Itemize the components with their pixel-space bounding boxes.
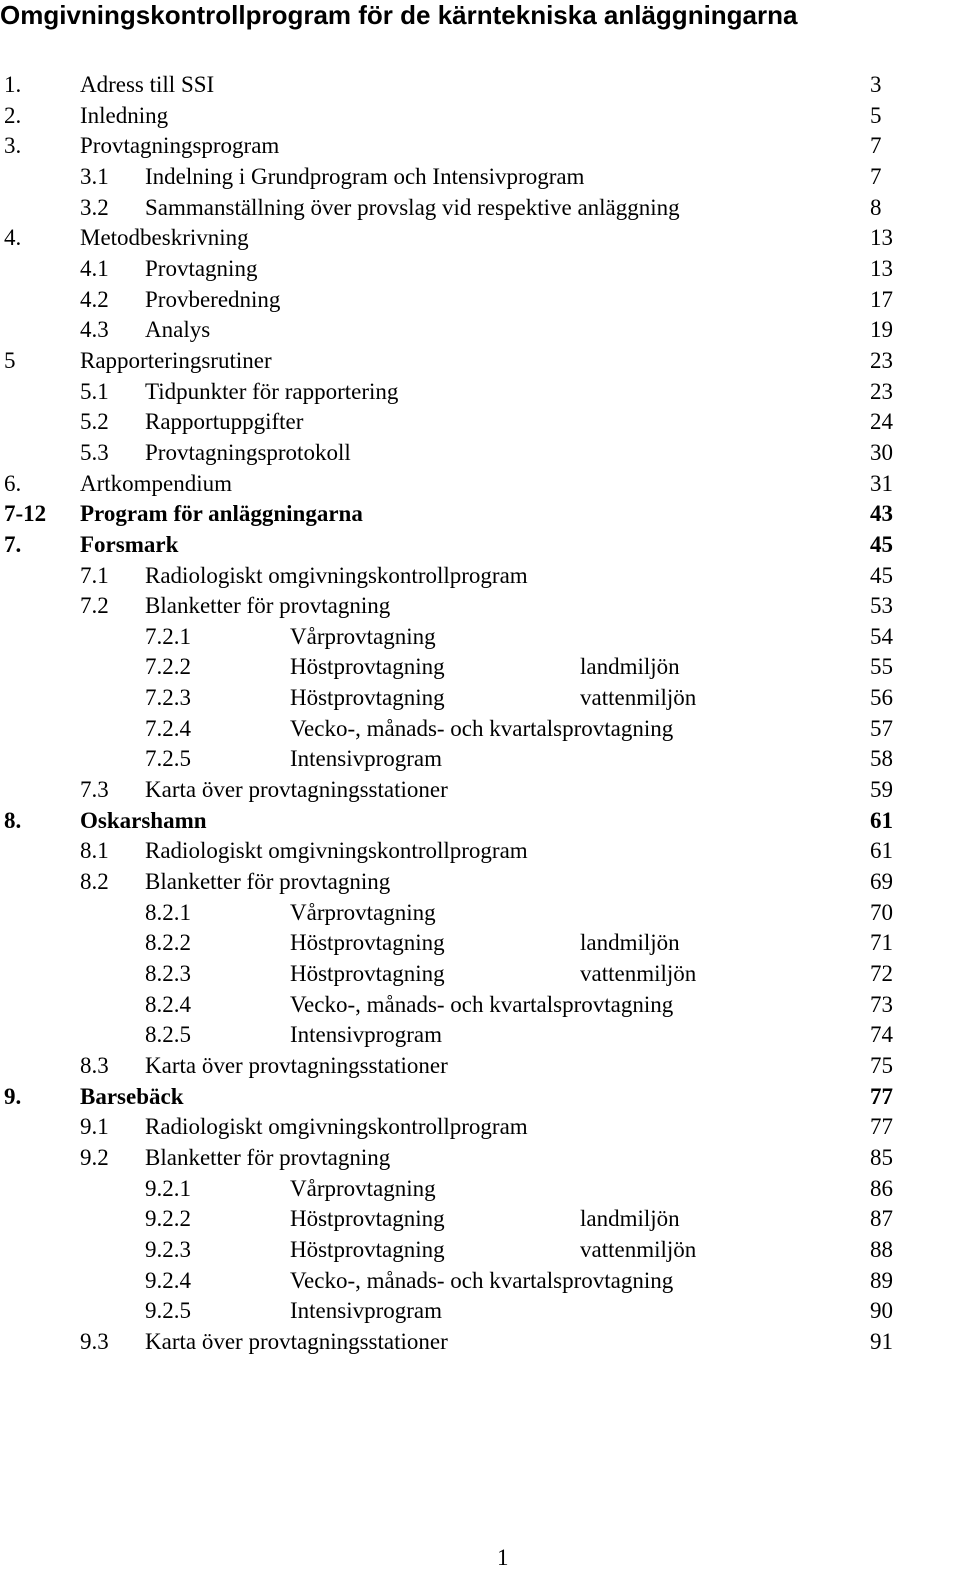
toc-entry-title: Indelning i Grundprogram och Intensivprogram	[145, 163, 585, 189]
toc-entry-number: 5.2	[80, 409, 109, 435]
toc-entry-page: 17	[870, 286, 893, 312]
toc-entry-number: 7.2.5	[145, 746, 191, 772]
toc-entry-page: 54	[870, 623, 893, 649]
toc-entry-title: Vecko-, månads- och kvartalsprovtagning	[290, 1267, 674, 1293]
toc-entry-page: 7	[870, 133, 882, 159]
toc-entry	[0, 315, 960, 346]
toc-entry-number: 1.	[4, 72, 22, 97]
toc-entry	[0, 806, 960, 837]
toc-entry-title: Intensivprogram	[290, 746, 443, 772]
toc-entry-page: 58	[870, 746, 893, 772]
toc-entry-title: Karta över provtagningsstationer	[145, 1053, 448, 1078]
toc-entry-page: 23	[870, 347, 893, 373]
toc-entry-page: 7	[870, 163, 882, 189]
toc-entry-number: 8.2.1	[145, 899, 191, 925]
toc-entry-page: 19	[870, 317, 893, 343]
toc-entry-page: 57	[870, 715, 893, 741]
toc-entry-number: 4.1	[80, 255, 109, 281]
toc-entry-page: 86	[870, 1175, 893, 1201]
toc-entry-title: Radiologiskt omgivningskontrollprogram	[145, 838, 528, 864]
toc-entry-number: 7.2.3	[145, 685, 191, 711]
toc-entry	[0, 70, 960, 101]
toc-entry-page: 88	[870, 1236, 893, 1262]
toc-entry-number: 7.1	[80, 562, 109, 588]
toc-entry	[0, 683, 960, 714]
toc-entry-page: 89	[870, 1267, 893, 1293]
toc-entry	[0, 959, 960, 990]
toc-entry	[0, 990, 960, 1021]
toc-entry-title: Höstprovtagning	[290, 685, 445, 711]
toc-entry	[0, 285, 960, 316]
toc-entry	[0, 407, 960, 438]
toc-entry-number: 8.	[4, 807, 22, 833]
toc-entry-page: 91	[870, 1328, 893, 1354]
toc-entry	[0, 193, 960, 224]
toc-entry	[0, 1143, 960, 1174]
toc-entry	[0, 1020, 960, 1051]
toc-entry-page: 24	[870, 409, 893, 435]
toc-entry	[0, 1266, 960, 1297]
toc-entry-page: 70	[870, 899, 893, 925]
toc-entry-page: 45	[870, 531, 893, 557]
toc-entry-number: 7.2.2	[145, 654, 191, 680]
toc-entry-page: 77	[870, 1083, 893, 1109]
toc-entry-title: Radiologiskt omgivningskontrollprogram	[145, 1114, 528, 1140]
toc-entry-number: 8.3	[80, 1053, 109, 1078]
toc-entry-number: 7.3	[80, 777, 109, 803]
toc-entry-page: 87	[870, 1206, 893, 1232]
toc-entry	[0, 652, 960, 683]
toc-entry-title: Höstprovtagning	[290, 654, 445, 680]
toc-entry-subtitle: landmiljön	[580, 930, 680, 956]
toc-entry-number: 9.2.4	[145, 1267, 191, 1293]
toc-entry-number: 7.	[4, 531, 22, 557]
toc-entry-page: 61	[870, 807, 893, 833]
toc-entry-title: Barsebäck	[80, 1083, 184, 1109]
document-title: Omgivningskontrollprogram för de kärntekniska anläggningarna	[0, 0, 798, 30]
toc-entry-number: 9.2.1	[145, 1175, 191, 1201]
toc-entry	[0, 1082, 960, 1113]
toc-entry	[0, 254, 960, 285]
toc-entry-number: 7.2.1	[145, 623, 191, 649]
toc-entry-page: 61	[870, 838, 893, 864]
toc-entry-page: 77	[870, 1114, 893, 1140]
toc-entry-title: Metodbeskrivning	[80, 225, 249, 251]
toc-entry-title: Analys	[145, 317, 211, 343]
toc-entry	[0, 867, 960, 898]
toc-entry	[0, 714, 960, 745]
toc-entry	[0, 775, 960, 806]
page-number: 1	[497, 1545, 509, 1570]
toc-entry	[0, 836, 960, 867]
toc-entry-page: 90	[870, 1298, 893, 1324]
toc-entry-title: Höstprovtagning	[290, 1206, 445, 1232]
toc-entry-title: Karta över provtagningsstationer	[145, 1328, 448, 1354]
toc-entry-title: Vårprovtagning	[290, 1175, 436, 1201]
toc-entry-title: Program för anläggningarna	[80, 501, 363, 527]
toc-entry-title: Blanketter för provtagning	[145, 593, 391, 619]
toc-entry-subtitle: vattenmiljön	[580, 1236, 697, 1262]
toc-entry-title: Artkompendium	[80, 470, 233, 496]
toc-entry	[0, 591, 960, 622]
toc-entry	[0, 622, 960, 653]
toc-entry-page: 55	[870, 654, 893, 680]
toc-entry-page: 75	[870, 1053, 893, 1078]
toc-entry-number: 5.1	[80, 378, 109, 404]
toc-entry-number: 9.2	[80, 1144, 109, 1170]
toc-entry-number: 7-12	[4, 501, 47, 527]
toc-entry-title: Forsmark	[80, 531, 179, 557]
toc-entry-number: 3.1	[80, 163, 109, 189]
toc-entry-number: 4.2	[80, 286, 109, 312]
toc-entry-number: 7.2.4	[145, 715, 191, 741]
toc-entry-page: 5	[870, 102, 882, 128]
toc-entry-number: 9.1	[80, 1114, 109, 1140]
toc-entry-title: Tidpunkter för rapportering	[145, 378, 399, 404]
toc-entry-page: 56	[870, 685, 893, 711]
toc-entry-number: 9.2.5	[145, 1298, 191, 1324]
toc-entry-title: Höstprovtagning	[290, 930, 445, 956]
toc-entry-title: Sammanställning över provslag vid respektive anläggning	[145, 194, 680, 220]
toc-entry	[0, 1051, 960, 1082]
toc-entry-number: 8.2.2	[145, 930, 191, 956]
toc-entry-subtitle: landmiljön	[580, 654, 680, 680]
toc-entry-title: Provtagning	[145, 255, 258, 281]
toc-entry-number: 3.2	[80, 194, 109, 220]
toc-entry-page: 45	[870, 562, 893, 588]
toc-entry	[0, 530, 960, 561]
toc-entry-page: 13	[870, 255, 893, 281]
toc-entry-page: 73	[870, 991, 893, 1017]
toc-entry-number: 8.2.3	[145, 961, 191, 987]
toc-entry-title: Höstprovtagning	[290, 961, 445, 987]
toc-entry-page: 71	[870, 930, 893, 956]
table-of-contents	[0, 70, 960, 1358]
toc-entry-number: 9.3	[80, 1328, 109, 1354]
toc-entry	[0, 1327, 960, 1358]
toc-entry-title: Intensivprogram	[290, 1298, 443, 1324]
toc-entry-number: 4.3	[80, 317, 109, 343]
toc-entry-page: 31	[870, 470, 893, 496]
toc-entry-subtitle: landmiljön	[580, 1206, 680, 1232]
toc-entry-subtitle: vattenmiljön	[580, 961, 697, 987]
toc-entry-title: Intensivprogram	[290, 1022, 443, 1048]
toc-entry-number: 9.2.3	[145, 1236, 191, 1262]
toc-entry-number: 5	[4, 347, 16, 373]
toc-entry-number: 8.1	[80, 838, 109, 864]
toc-entry	[0, 1235, 960, 1266]
toc-entry-number: 8.2	[80, 869, 109, 895]
toc-entry-title: Provberedning	[145, 286, 281, 312]
toc-entry-number: 4.	[4, 225, 22, 251]
toc-entry-title: Rapportuppgifter	[145, 409, 304, 435]
toc-entry-number: 2.	[4, 102, 22, 128]
toc-entry-title: Provtagningsprogram	[80, 133, 280, 159]
toc-entry-number: 9.2.2	[145, 1206, 191, 1232]
toc-entry-page: 53	[870, 593, 893, 619]
toc-entry-page: 69	[870, 869, 893, 895]
toc-entry-number: 9.	[4, 1083, 22, 1109]
toc-entry-number: 8.2.4	[145, 991, 191, 1017]
toc-entry-number: 3.	[4, 133, 22, 159]
toc-entry	[0, 499, 960, 530]
toc-entry	[0, 1174, 960, 1205]
toc-entry	[0, 561, 960, 592]
toc-entry-title: Rapporteringsrutiner	[80, 347, 272, 373]
toc-entry	[0, 1204, 960, 1235]
toc-entry-title: Oskarshamn	[80, 807, 207, 833]
toc-entry	[0, 101, 960, 132]
toc-entry-number: 7.2	[80, 593, 109, 619]
toc-entry	[0, 898, 960, 929]
toc-entry-title: Inledning	[80, 102, 169, 128]
toc-entry-title: Blanketter för provtagning	[145, 869, 391, 895]
toc-entry-title: Höstprovtagning	[290, 1236, 445, 1262]
toc-entry-title: Adress till SSI	[80, 72, 215, 97]
toc-entry-page: 72	[870, 961, 893, 987]
toc-entry	[0, 469, 960, 500]
toc-entry-page: 74	[870, 1022, 893, 1048]
toc-entry	[0, 346, 960, 377]
toc-entry	[0, 438, 960, 469]
toc-entry-page: 23	[870, 378, 893, 404]
toc-entry-page: 13	[870, 225, 893, 251]
toc-entry-title: Karta över provtagningsstationer	[145, 777, 448, 803]
toc-entry-subtitle: vattenmiljön	[580, 685, 697, 711]
toc-entry	[0, 1296, 960, 1327]
toc-entry-page: 59	[870, 777, 893, 803]
toc-entry-title: Vecko-, månads- och kvartalsprovtagning	[290, 715, 674, 741]
toc-entry-title: Provtagningsprotokoll	[145, 439, 351, 465]
toc-entry-page: 8	[870, 194, 882, 220]
toc-entry-title: Radiologiskt omgivningskontrollprogram	[145, 562, 528, 588]
toc-entry-number: 8.2.5	[145, 1022, 191, 1048]
toc-entry	[0, 162, 960, 193]
toc-entry-page: 85	[870, 1144, 893, 1170]
toc-entry	[0, 131, 960, 162]
toc-entry	[0, 223, 960, 254]
toc-entry-title: Vecko-, månads- och kvartalsprovtagning	[290, 991, 674, 1017]
toc-entry	[0, 377, 960, 408]
toc-entry-page: 3	[870, 72, 882, 97]
toc-entry-title: Vårprovtagning	[290, 899, 436, 925]
toc-entry-title: Vårprovtagning	[290, 623, 436, 649]
toc-entry	[0, 1112, 960, 1143]
toc-entry-page: 43	[870, 501, 893, 527]
toc-entry-number: 5.3	[80, 439, 109, 465]
toc-entry	[0, 928, 960, 959]
toc-entry-number: 6.	[4, 470, 22, 496]
toc-entry-title: Blanketter för provtagning	[145, 1144, 391, 1170]
toc-entry	[0, 744, 960, 775]
toc-entry-page: 30	[870, 439, 893, 465]
